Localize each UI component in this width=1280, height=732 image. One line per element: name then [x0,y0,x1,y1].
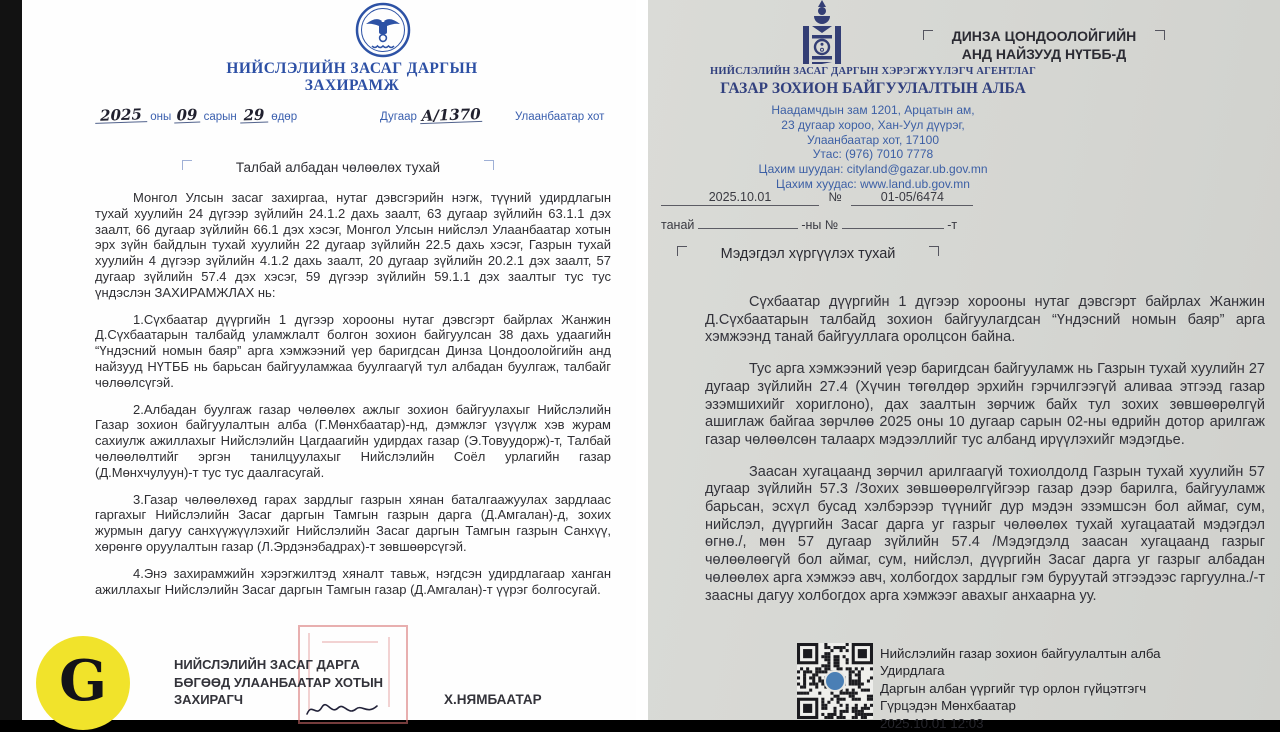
agency-name: ГАЗАР ЗОХИОН БАЙГУУЛАЛТЫН АЛБА [720,80,1026,97]
reference-block [661,190,991,232]
notice-subject-row [677,246,939,262]
qr-center-logo-icon [824,670,846,692]
notice-paragraph: Тус арга хэмжээний үеэр баригдсан байгууламж нь Газрын тухай хуулийн 27 дугаар зүйлийн 27.4 (Хүчин төгөлдөр эрхийн гэрчилгээгүй аливаа этгээд газар эзэмшихийг хориглоно), дах заалтын зөрчиж байх тул зохих зөвшөөрөлгүй ашиглаж байгаа зөрчлөө 2025 оны 10 дугаар сарын 02-ны өдрийн дотор арилгаж газар чөлөөлсөн талаарх мэдээллийг тус албанд ирүүлэхийг мэдэгдье. [705,361,1265,448]
ordinance-paragraph: 1.Сүхбаатар дүүргийн 1 дүгээр хорооны нутаг дэвсгэрт байрлах Жанжин Д.Сүхбаатарын талбайд уламжлалт болгон зохион байгуулсан 38 дахь удаагийн “Үндэсний номын баяр” арга хэмжээний үер баригдсан Динза Цондоолойгийн анд найзууд НҮТББ нь барьсан байгууламжаа буулгаагүй тул албадан буулгаж, талбайг чөлөөлсүгэй. [95,311,611,390]
notice-date: 2025.10.01 [661,190,819,206]
notice-body [705,294,1265,619]
address-line: Улаанбаатар хот, 17100 [807,132,939,147]
esign-line: Нийслэлийн газар зохион байгуулалтын алба [880,646,1161,661]
address-line: Наадамчдын зам 1201, Арцатын ам, [771,103,975,117]
soyombo-emblem-icon [793,0,851,69]
org-title-line2: ЗАХИРАМЖ [304,77,400,94]
address-line: Утас: (976) 7010 7778 [812,147,934,162]
qr-code [797,643,873,719]
corner-bracket-icon [929,246,939,256]
recipient-block [925,28,1163,63]
handwritten-signature [304,698,380,725]
handwritten-year: 2025 [95,107,147,124]
esign-line: Удирдлага [880,663,945,679]
stamp-mark [322,641,378,643]
blank-line [842,213,944,229]
signature-title-line: НИЙСЛЭЛИЙН ЗАСАГ ДАРГА [174,657,360,672]
number-sign: № [828,190,842,204]
notice-ref-number: 01-05/6474 [851,190,973,206]
notice-paragraph: Сүхбаатар дүүргийн 1 дүгээр хорооны нутаг дэвсгэрт байрлах Жанжин Д.Сүхбаатарын талбайд зохион байгуулагдсан “Үндэсний номын баяр” арга хэмжээнд танай байгууллага оролцсон байна. [705,294,1265,346]
year-label: оны [150,111,172,123]
signatory-name: Х.НЯМБААТАР [444,692,542,707]
ordinance-paragraph: 4.Энэ захирамжийн хэрэгжилтэд хяналт тавьж, нэгдсэн удирдлагаар ханган ажиллахыг Нийслэлийн Засаг даргын Тамгын газар (Д.Амгалан)-т үүрэг болгосугай. [95,565,611,597]
esign-line: 2025.10.01 12:03 [880,715,984,731]
gogo-watermark-logo [36,636,130,730]
ordinance-date [95,105,298,125]
address-line: Цахим хуудас: www.land.ub.gov.mn [776,176,970,191]
notice-document [648,0,1280,731]
agency-parent-title: НИЙСЛЭЛИЙН ЗАСАГ ДАРГЫН ХЭРЭГЖҮҮЛЭГЧ АГЕНТЛАГ [710,66,1036,77]
esign-block [880,645,1161,732]
stamp-mark [388,637,390,707]
ordinance-subject-row [182,160,494,175]
outgoing-ref-row [661,190,991,206]
notice-subject: Мэдэгдэл хүргүүлэх тухай [720,246,896,262]
your-ref-mid: -ны № [801,218,839,232]
day-label: өдөр [271,111,298,123]
city-label: Улаанбаатар хот [515,111,605,123]
handwritten-number: А/1370 [421,104,482,126]
ordinance-number [380,104,482,126]
ordinance-paragraph: 2.Албадан буулгаж газар чөлөөлөх ажлыг зохион байгуулахыг Нийслэлийн Газар зохион байгуулалтын алба (Г.Мөнхбаатар)-нд, дэмжлэг үзүүлж хэв журам сахиулж ажиллахыг Нийслэлийн Цагдаагийн удирдах газар (Э.Товуудорж)-т, Талбай чөлөөлөлтийг эргэн танилцуулахыг Нийслэлийн Соёл урлагийн газар (Д.Мөнхчулуун)-т тус тус даалгасугай. [95,401,611,480]
ordinance-paragraph: 3.Газар чөлөөлөхөд гарах зардлыг газрын хянан баталгаажуулах зардлаас гаргахыг Нийслэлийн Засаг даргын Тамгын газрын дарга (Д.Амгалан)-д, зохих журмын дагуу санхүүжүүлэхийг Нийслэлийн Засаг даргын Тамгын газрын Санхүү, хөрөнгө оруулалтын газар (Л.Эрдэнэбадрах)-т зөвшөөрсүгэй. [95,491,611,554]
notice-paragraph: Заасан хугацаанд зөрчил арилгаагүй тохиолдолд Газрын тухай хуулийн 57 дугаар зүйлийн 57.3 /Зохих зөвшөөрөлгүйгээр газар дээр барилга, байгууламж барьсан, эсхүл бусад хэлбэрээр түүнийг дур мэдэн эзэмшсэн бол аймаг, сум, нийслэл, дүүргийн Засаг дарга уг газрыг чөлөөлөх тухай хугацаатай мэдэгдэл өгнө./, мөн 57 дугаар зүйлийн 57.4 /Мэдэгдэлд заасан хугацаанд газрыг чөлөөлөөгүй бол аймаг, сум, нийслэл, дүүргийн Засаг дарга уг газрыг албадан чөлөөлөх арга хэмжээ авч, холбогдох зардлыг гэм буруутай этгээдээс гаргуулна./-т заасны дагуу холбогдох арга хэмжээг авахыг анхаарна уу. [705,463,1265,604]
esign-line: Даргын албан үүргийг түр орлон гүйцэтгэгч [880,680,1147,696]
ordinance-org-title [202,60,502,94]
address-line: Цахим шуудан: cityland@gazar.ub.gov.mn [758,162,988,177]
ulaanbaatar-emblem-icon [352,2,414,65]
signature-title-line: ЗАХИРАГЧ [174,692,243,707]
blank-line [698,213,798,229]
corner-bracket-icon [182,160,192,170]
your-ref-prefix: танай [661,218,695,232]
corner-bracket-icon [923,30,933,40]
photo-dark-edge [0,0,22,720]
handwritten-month: 09 [174,108,201,124]
number-label: Дугаар [380,111,417,123]
org-title-line1: НИЙСЛЭЛИЙН ЗАСАГ ДАРГЫН [226,60,478,77]
your-ref-suffix: -т [947,218,958,232]
corner-bracket-icon [677,246,687,256]
esign-line: Гүрцэдэн Мөнхбаатар [880,698,1016,714]
incoming-ref-row [661,213,991,232]
month-label: сарын [203,111,237,123]
ordinance-paragraph: Монгол Улсын засаг захиргаа, нутаг дэвсгэрийн нэгж, түүний удирдлагын тухай хуулийн 24 дүгээр зүйлийн 24.1.2 дахь заалт, 63 дугаар зүйлийн 63.1.1 дэх заалт, 66 дугаар зүйлийн 66.1 дэх хэсэг, Монгол Улсын нийслэл Улаанбаатар хотын эрх зүйн байдлын тухай хуулийн 22 дугаар зүйлийн 22.5 дахь хэсэг, Газрын тухай хуулийн 4 дүгээр зүйлийн 4.1.2 дахь заалт, 20 дугаар зүйлийн 20.2.1 дэх заалт, 57 дугаар зүйлийн 57.4 дэх хэсэг, 59 дүгээр зүйлийн 59.1.1 дэх заалтыг тус тус үндэслэн ЗАХИРАМЖЛАХ нь: [95,190,611,300]
ordinance-subject: Талбай албадан чөлөөлөх тухай [235,160,441,175]
ordinance-document [22,0,636,720]
agency-address-block [663,103,1083,192]
signature-title-line: БӨГӨӨД УЛААНБААТАР ХОТЫН [174,674,384,690]
corner-bracket-icon [484,160,494,170]
address-line: 23 дугаар хороо, Хан-Уул дүүрэг, [781,117,965,132]
handwritten-day: 29 [240,108,269,124]
gogo-letter: G [59,648,107,714]
ordinance-body [95,190,611,608]
recipient-name: ДИНЗА ЦОНДООЛОЙГИЙН АНД НАЙЗУУД НҮТББ-Д [951,28,1137,62]
corner-bracket-icon [1155,30,1165,40]
